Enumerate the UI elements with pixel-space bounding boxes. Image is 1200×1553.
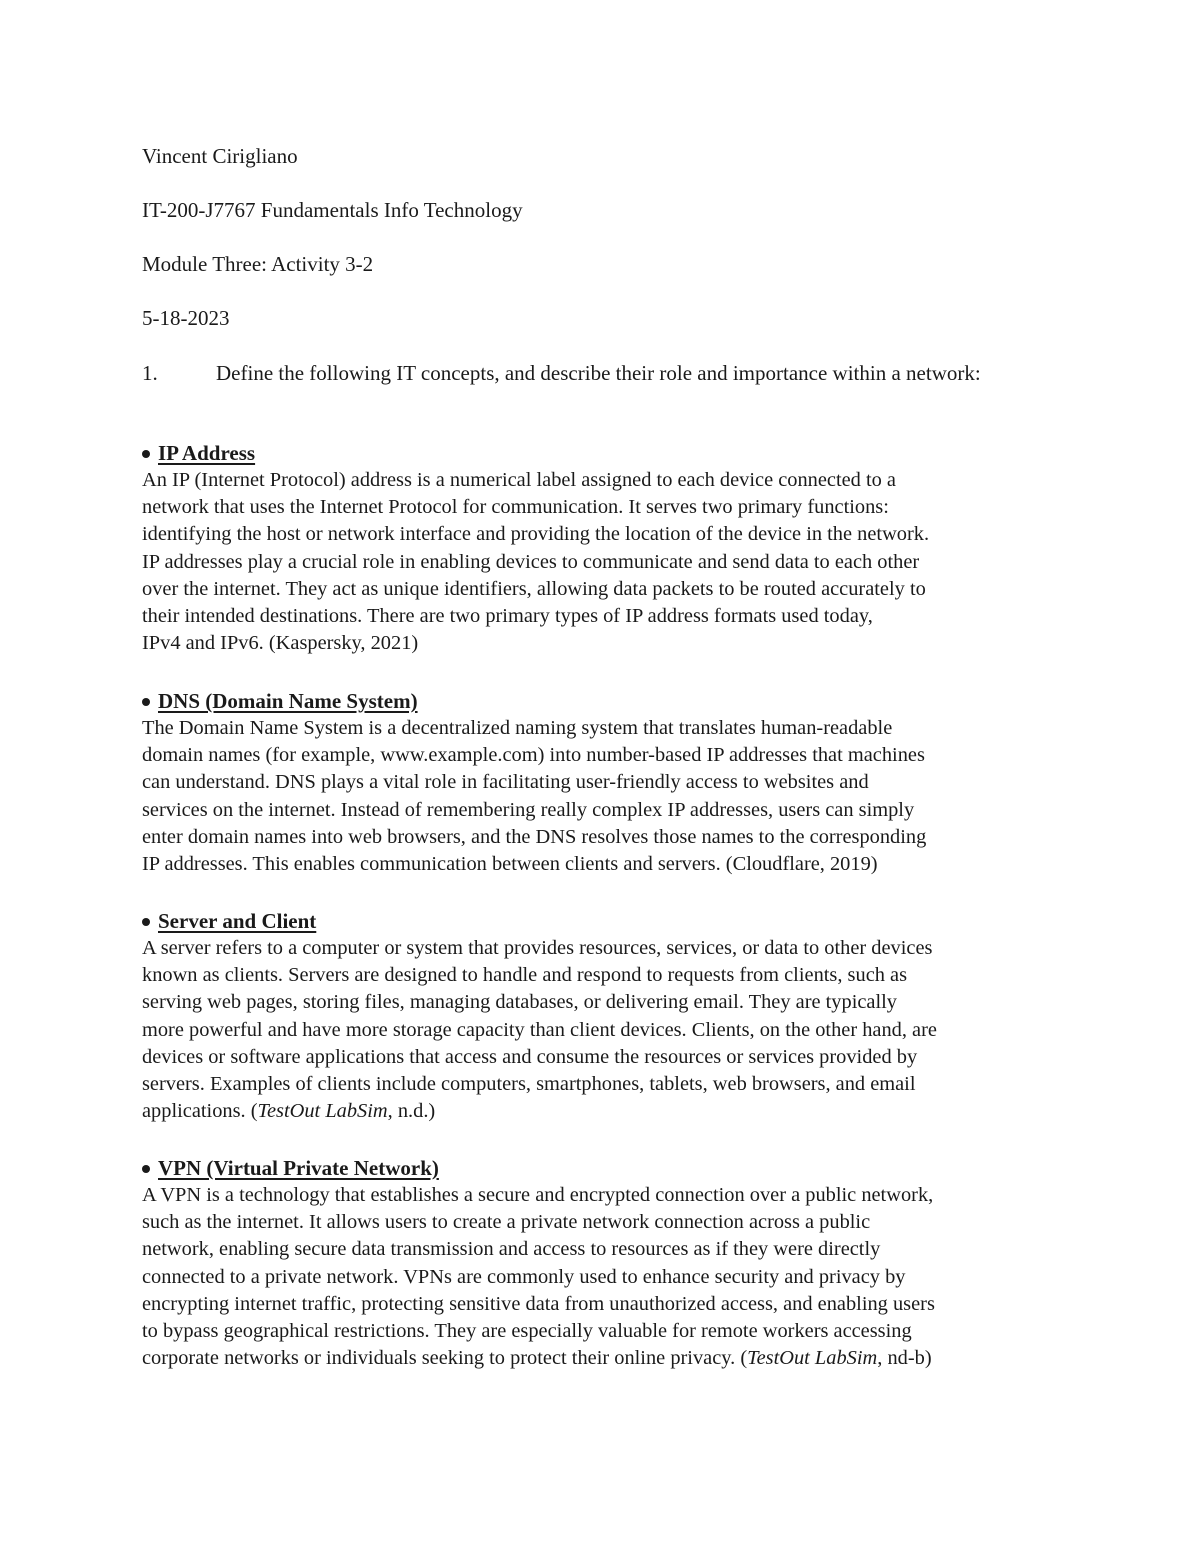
section-heading: VPN (Virtual Private Network)	[142, 1155, 1062, 1182]
bullet-icon	[142, 450, 150, 458]
bullet-icon	[142, 698, 150, 706]
section-body: A VPN is a technology that establishes a secure and encrypted connection over a public network, such as the internet. It allows users to create a private network connection across a public network, enabling secure data transmission and access to resources as if they were directly connected to a private network. VPNs are commonly used to enhance security and privacy by encrypting internet traffic, protecting sensitive data from unauthorized access, and enabling users to bypass geographical restrictions. They are especially valuable for remote workers accessing corporate networks or individuals seeking to protect their online privacy. (TestOut LabSim, nd-b)	[142, 1182, 1062, 1372]
bullet-icon	[142, 1165, 150, 1173]
section-vpn	[142, 1155, 1062, 1372]
section-heading: Server and Client	[142, 908, 1062, 935]
author-name: Vincent Cirigliano	[142, 144, 298, 168]
question-number: 1.	[142, 361, 158, 385]
citation-line: applications. (TestOut LabSim, n.d.)	[142, 1100, 436, 1123]
section-heading: IP Address	[142, 440, 1062, 467]
section-body: A server refers to a computer or system that provides resources, services, or data to other devices known as clients. Servers are designed to handle and respond to requests from clients, such as serving web pages, storing files, managing databases, or delivering email. They are typically more powerful and have more storage capacity than client devices. Clients, on the other hand, are devices or software applications that access and consume the resources or services provided by servers. Examples of clients include computers, smartphones, tablets, web browsers, and email applications. (TestOut LabSim, n.d.)	[142, 935, 1062, 1125]
section-body: The Domain Name System is a decentralized naming system that translates human-readable domain names (for example, www.example.com) into number-based IP addresses that machines can understand. DNS plays a vital role in facilitating user-friendly access to websites and services on the internet. Instead of remembering really complex IP addresses, users can simply enter domain names into web browsers, and the DNS resolves those names to the corresponding IP addresses. This enables communication between clients and servers. (Cloudflare, 2019)	[142, 717, 927, 876]
module-title: Module Three: Activity 3-2	[142, 252, 374, 276]
section-server-client	[142, 908, 1062, 1125]
section-body: An IP (Internet Protocol) address is a numerical label assigned to each device connected to a network that uses the Internet Protocol for communication. It serves two primary functions: identifying the host or network interface and providing the location of the device in the network. IP addresses play a crucial role in enabling devices to communicate and send data to each other over the internet. They act as unique identifiers, allowing data packets to be routed accurately to their intended destinations. There are two primary types of IP address formats used today, IPv4 and IPv6. (Kaspersky, 2021)	[142, 469, 930, 655]
section-heading: DNS (Domain Name System)	[142, 688, 1062, 715]
course-title: IT-200-J7767 Fundamentals Info Technology	[142, 198, 523, 222]
question-text: Define the following IT concepts, and describe their role and importance within a network:	[216, 361, 981, 385]
section-ip-address	[142, 440, 1062, 657]
section-dns	[142, 688, 1062, 878]
bullet-icon	[142, 918, 150, 926]
citation-line: corporate networks or individuals seeking to protect their online privacy. (TestOut LabSim, nd-b)	[142, 1347, 932, 1370]
document-date: 5-18-2023	[142, 306, 230, 330]
